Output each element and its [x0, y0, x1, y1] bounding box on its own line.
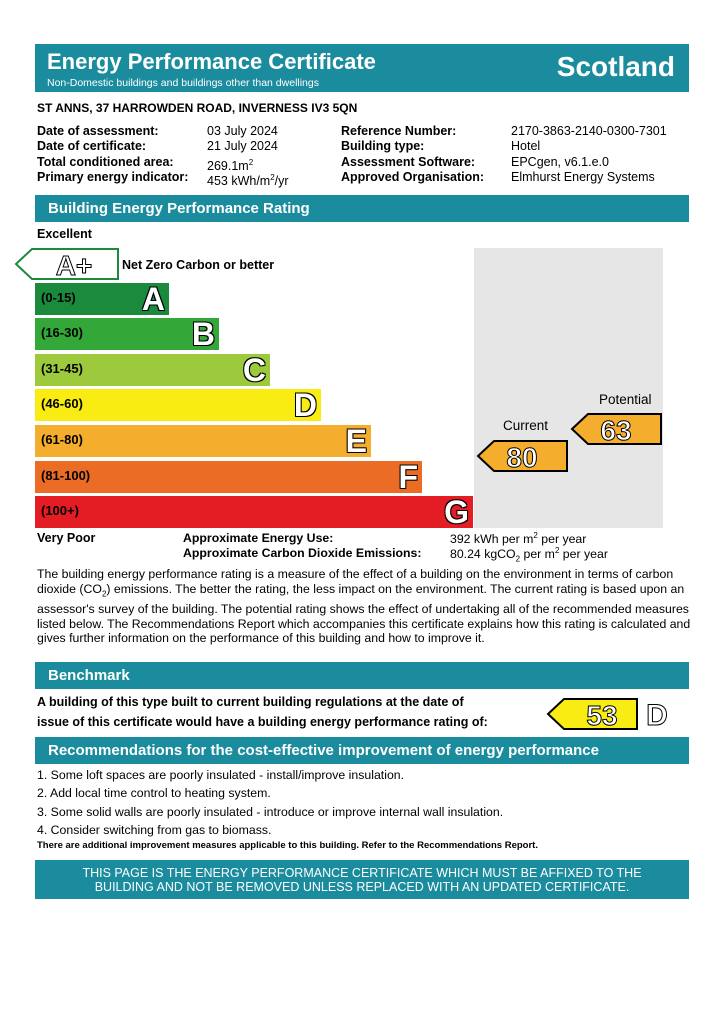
value-reference: 2170-3863-2140-0300-7301	[511, 124, 667, 138]
benchmark-line1: A building of this type built to current building regulations at the date of	[37, 695, 464, 709]
footer-line2: BUILDING AND NOT BE REMOVED UNLESS REPLACED WITH AN UPDATED CERTIFICATE.	[94, 880, 630, 894]
value-building-type: Hotel	[511, 139, 541, 154]
potential-value: 63	[600, 415, 632, 446]
band-a	[35, 283, 169, 315]
label-date-assessment: Date of assessment:	[37, 124, 159, 138]
benchmark-letter: D	[646, 699, 668, 731]
benchmark-letter-box	[640, 697, 674, 731]
certificate-subtitle: Non-Domestic buildings and buildings other than dwellings	[47, 77, 319, 89]
value-date-certificate: 21 July 2024	[207, 139, 278, 154]
potential-arrow	[570, 412, 664, 446]
energy-use-value: 392 kWh per $m^2$ per year	[450, 531, 587, 547]
benchmark-value: 53	[586, 700, 618, 731]
property-address: ST ANNS, 37 HARROWDEN ROAD, INVERNESS IV3 5QN	[37, 101, 358, 115]
label-date-certificate: Date of certificate:	[37, 139, 147, 154]
band-e	[35, 425, 371, 457]
value-date-assessment: 03 July 2024	[207, 124, 278, 138]
band-range: (16-30)	[41, 325, 83, 340]
band-range: (100+)	[41, 503, 79, 518]
current-value: 80	[506, 442, 538, 473]
co2-label: Approximate Carbon Dioxide Emissions:	[183, 546, 422, 560]
value-organisation: Elmhurst Energy Systems	[511, 169, 655, 184]
rating-description: The building energy performance rating is a measure of the effect of a building on the environment in terms of carbon dioxide $(CO_2)$ emissions. The better the rating, the less impact on the environment. The current rating is based upon an assessor's survey of the building. The potential rating shows the effect of undertaking all of the recommended measures listed below. The Recommendations Report which accompanies this certificate explains how this rating is calculated and gives further information on the performance of this building and how to improve it.	[37, 567, 691, 646]
excellent-label: Excellent	[37, 227, 92, 241]
certificate-footer	[35, 860, 689, 899]
benchmark-line2: issue of this certificate would have a building energy performance rating of:	[37, 715, 488, 729]
value-software: EPCgen, v6.1.e.0	[511, 154, 609, 169]
band-range: (0-15)	[41, 290, 76, 305]
band-letter: G	[444, 494, 469, 530]
very-poor-label: Very Poor	[37, 531, 96, 545]
details-right-labels	[341, 124, 484, 185]
benchmark-arrow	[546, 697, 640, 731]
recommendation-item: 2. Add local time control to heating system.	[37, 786, 271, 800]
band-letter: E	[345, 423, 367, 459]
band-range: (46-60)	[41, 396, 83, 411]
label-building-type: Building type:	[341, 139, 425, 154]
country-label: Scotland	[556, 51, 675, 82]
band-c	[35, 354, 270, 386]
label-organisation: Approved Organisation:	[341, 169, 485, 184]
current-label: Current	[503, 418, 549, 433]
certificate-header	[35, 44, 689, 92]
rating-comparison-panel	[474, 248, 663, 528]
band-letter: D	[293, 387, 317, 423]
label-software: Assessment Software:	[341, 154, 476, 169]
co2-value: 80.24 kgCO$_2$ per $m^2$ per year	[450, 546, 608, 564]
rating-heading-band	[35, 195, 689, 222]
band-b	[35, 318, 219, 350]
rating-heading: Building Energy Performance Rating	[48, 200, 310, 217]
band-range: (81-100)	[41, 468, 91, 483]
label-primary-energy: Primary energy indicator:	[37, 169, 189, 184]
value-primary-energy: 453 kWh/$m^2/yr$	[207, 172, 289, 189]
details-right-values	[511, 124, 667, 185]
recommendation-item: 1. Some loft spaces are poorly insulated - install/improve insulation.	[37, 768, 405, 782]
aplus-description: Net Zero Carbon or better	[122, 258, 275, 272]
recommendations-heading: Recommendations for the cost-effective improvement of energy performance	[48, 742, 599, 759]
energy-use-label: Approximate Energy Use:	[183, 531, 334, 545]
recommendation-item: 3. Some solid walls are poorly insulated - introduce or improve internal wall insulation.	[37, 805, 504, 819]
label-reference: Reference Number:	[341, 124, 457, 138]
value-conditioned-area: $269.1m^2$	[207, 157, 254, 173]
recommendation-item: 4. Consider switching from gas to biomass.	[37, 823, 272, 837]
benchmark-heading: Benchmark	[48, 667, 130, 684]
band-g	[35, 496, 473, 528]
band-letter: B	[191, 316, 215, 352]
aplus-arrow	[12, 247, 122, 281]
band-letter: F	[398, 459, 418, 495]
label-conditioned-area: Total conditioned area:	[37, 154, 174, 169]
band-f	[35, 461, 422, 493]
details-left-values	[207, 124, 289, 189]
recommendations-heading-band	[35, 737, 689, 764]
certificate-title: Energy Performance Certificate	[47, 49, 376, 74]
details-left-labels	[37, 124, 188, 185]
band-letter: A	[141, 281, 165, 317]
recommendations-note: There are additional improvement measures applicable to this building. Refer to the Recommendations Report.	[37, 840, 538, 851]
band-letter: C	[242, 352, 266, 388]
band-range: (61-80)	[41, 432, 83, 447]
band-range: (31-45)	[41, 361, 83, 376]
footer-line1: THIS PAGE IS THE ENERGY PERFORMANCE CERTIFICATE WHICH MUST BE AFFIXED TO THE	[82, 866, 642, 880]
benchmark-heading-band	[35, 662, 689, 689]
band-d	[35, 389, 321, 421]
current-arrow	[476, 439, 570, 473]
potential-label: Potential	[599, 392, 652, 407]
aplus-letter: A+	[55, 250, 93, 281]
